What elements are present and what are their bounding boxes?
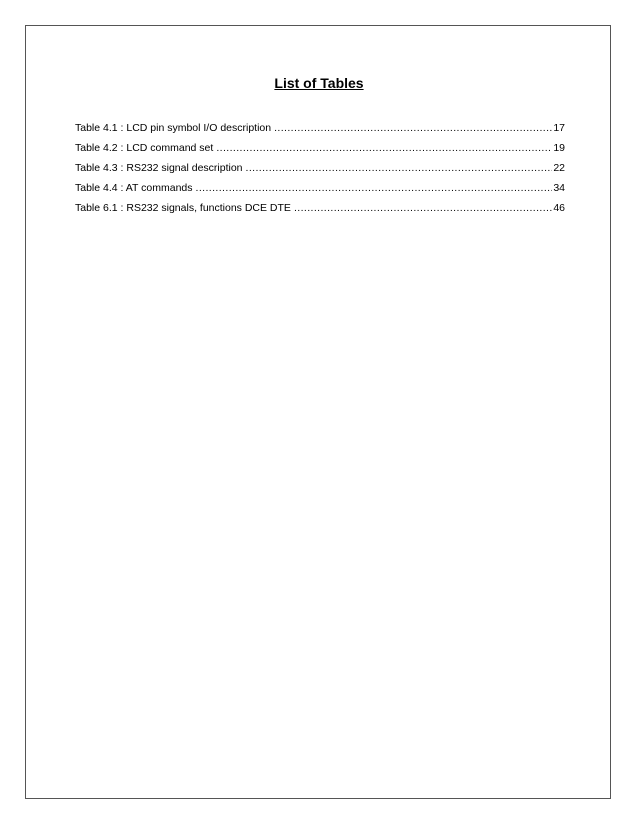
list-item-page: 17: [553, 122, 565, 134]
list-item: [75, 200, 565, 220]
table-list: [75, 120, 565, 220]
list-item-label: Table 4.1 : LCD pin symbol I/O description: [75, 122, 272, 134]
list-item-page: 19: [553, 142, 565, 154]
dot-leader: [294, 200, 552, 216]
list-item-page: 22: [553, 162, 565, 174]
list-item: [75, 160, 565, 180]
list-item-page: 34: [553, 182, 565, 194]
list-item-label: Table 4.3 : RS232 signal description: [75, 162, 243, 174]
list-item: [75, 140, 565, 160]
page-title: List of Tables: [274, 75, 364, 91]
list-item: [75, 120, 565, 140]
dot-leader: [274, 120, 552, 136]
dot-leader: [246, 160, 553, 176]
list-item: [75, 180, 565, 200]
dot-leader: [216, 140, 552, 156]
dot-leader: [196, 180, 553, 196]
list-item-page: 46: [553, 202, 565, 214]
list-item-label: Table 6.1 : RS232 signals, functions DCE DTE: [75, 202, 291, 214]
list-item-label: Table 4.4 : AT commands: [75, 182, 193, 194]
list-item-label: Table 4.2 : LCD command set: [75, 142, 214, 154]
